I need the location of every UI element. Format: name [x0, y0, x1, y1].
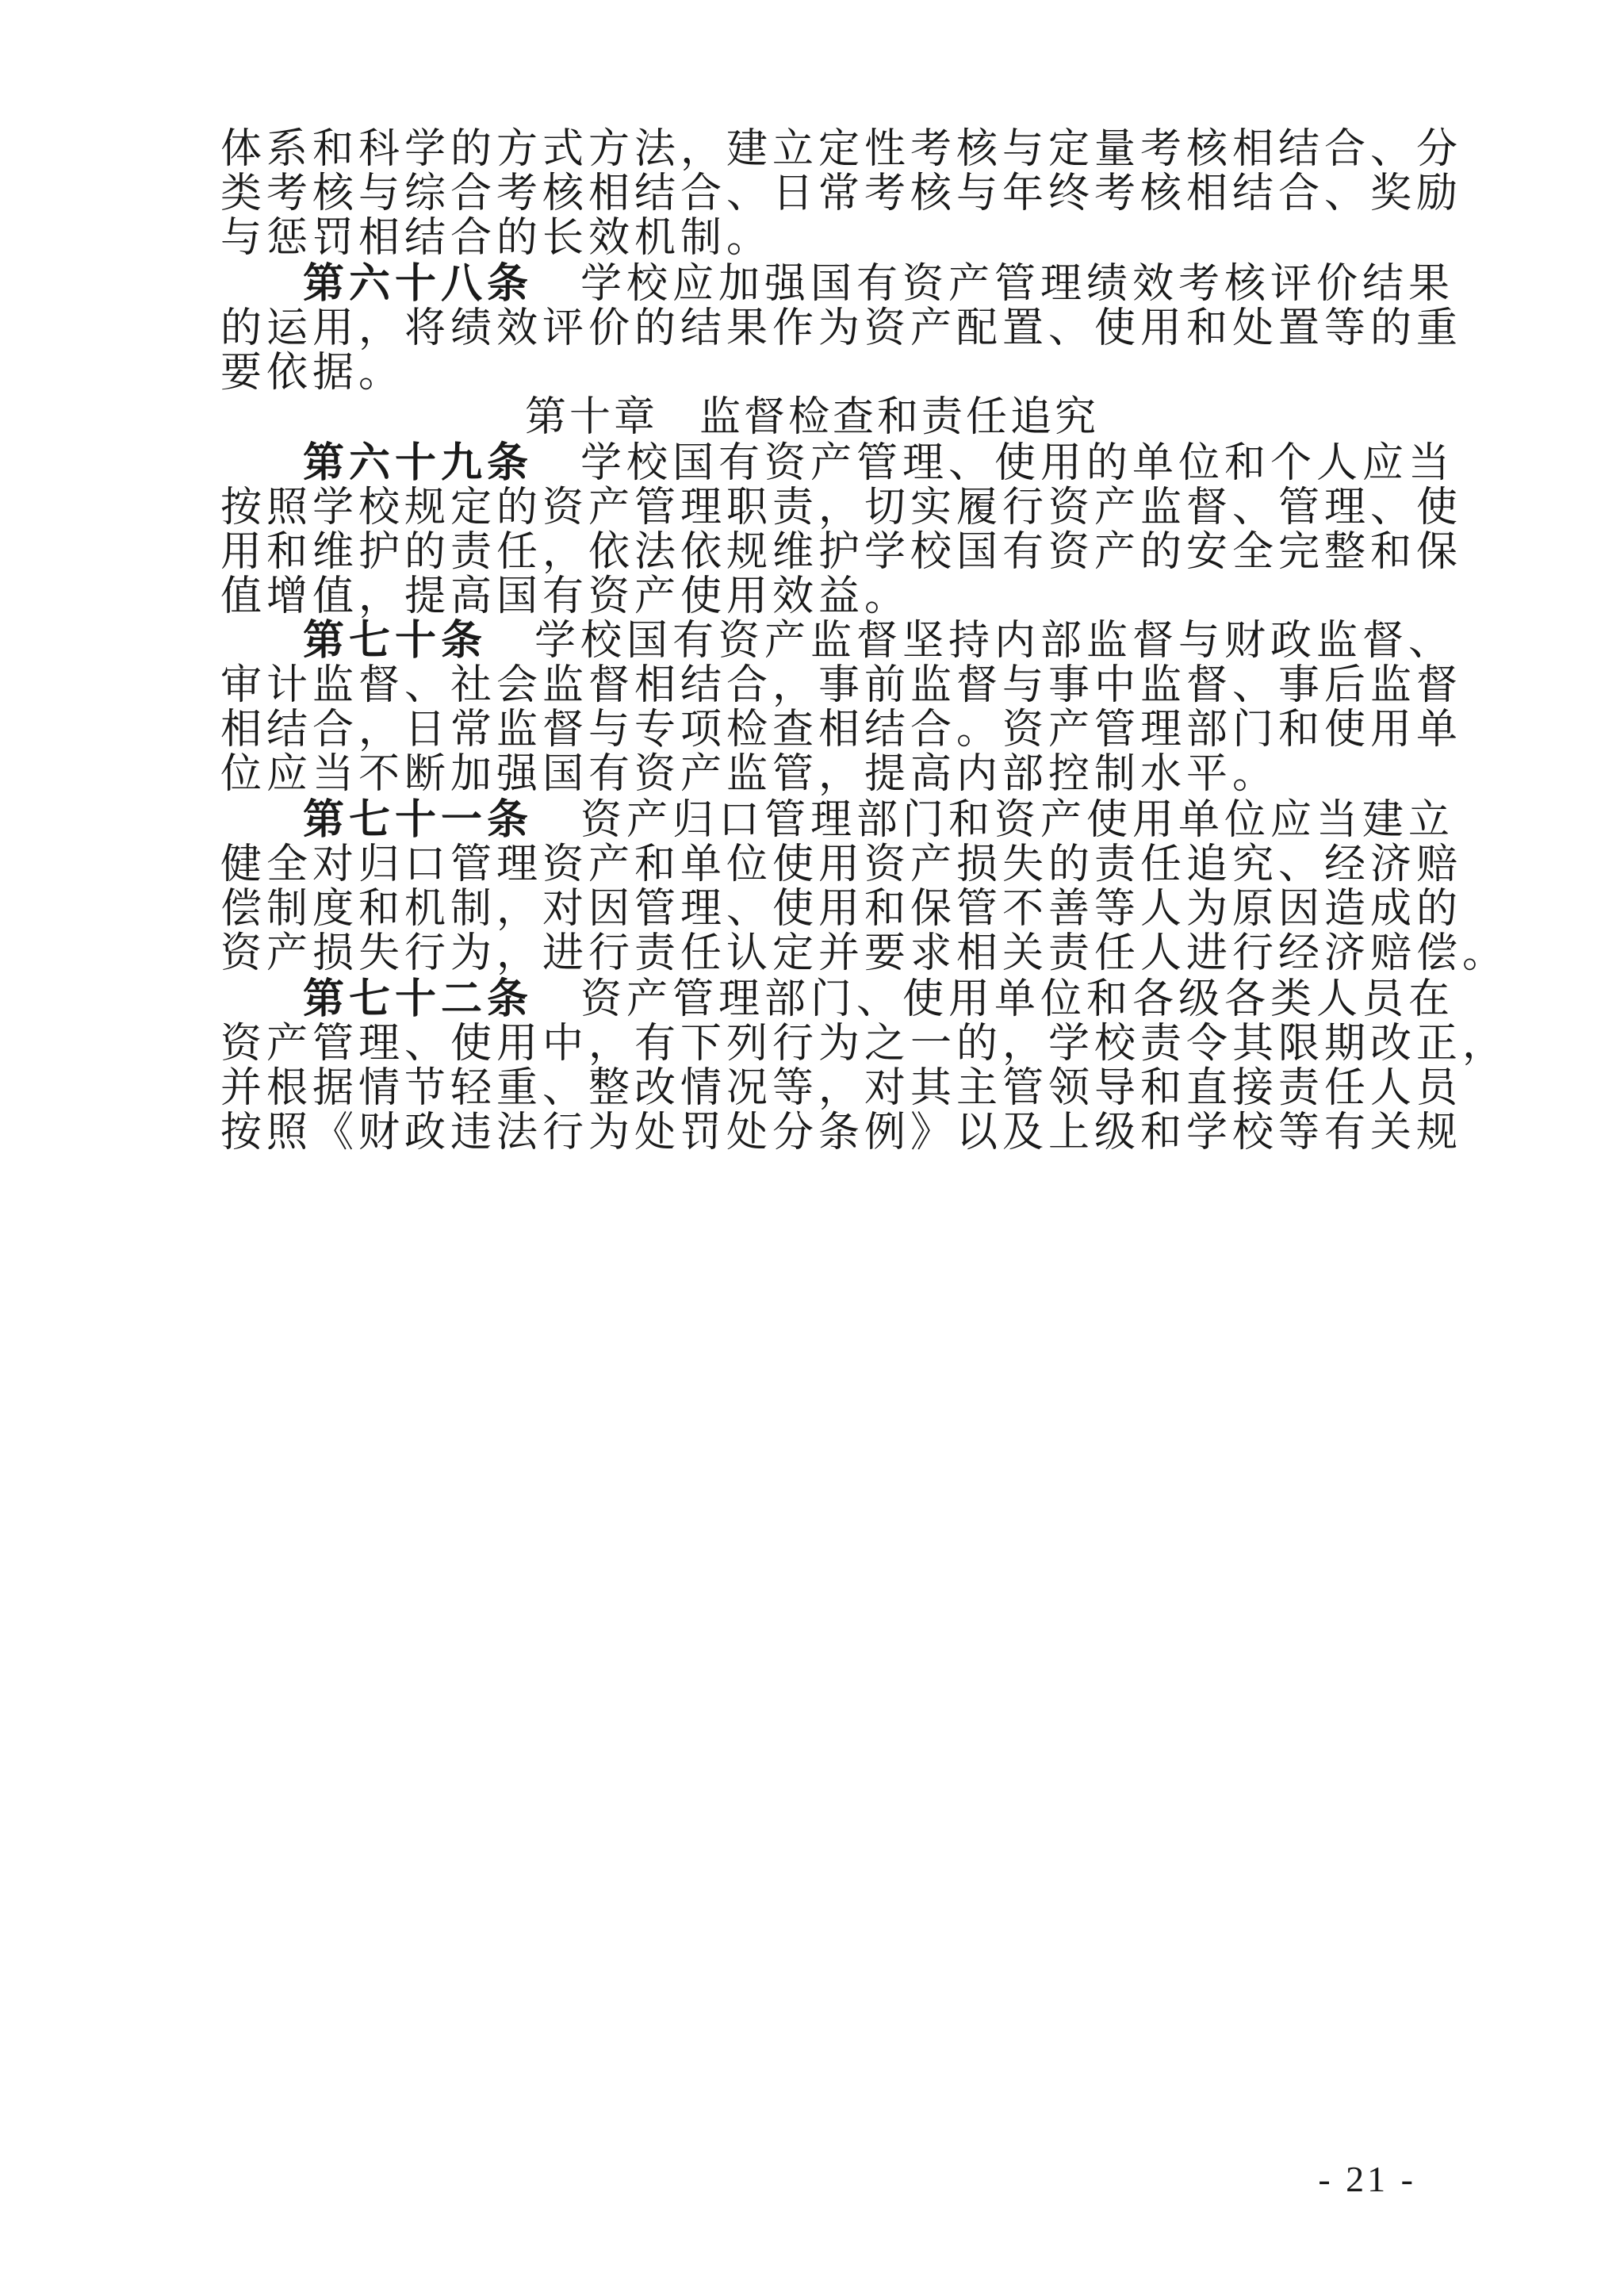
page-number: - 21 - [1318, 2159, 1416, 2199]
paragraph-line: 要依据。 [220, 349, 405, 397]
chapter-heading [0, 392, 1624, 443]
article-72-first-line [303, 974, 1455, 1025]
paragraph-line: 审计监督、社会监督相结合，事前监督与事中监督、事后监督 [220, 661, 1463, 709]
article-71-first-line [303, 795, 1455, 845]
article-70-text: 学校国有资产监督坚持内部监督与财政监督、 [534, 617, 1455, 665]
paragraph-line: 健全对归口管理资产和单位使用资产损失的责任追究、经济赔 [220, 841, 1463, 888]
article-69-text: 学校国有资产管理、使用的单位和个人应当 [580, 439, 1455, 487]
paragraph-line: 按照《财政违法行为处罚处分条例》以及上级和学校等有关规 [220, 1109, 1463, 1156]
paragraph-line: 资产管理、使用中，有下列行为之一的，学校责令其限期改正， [220, 1020, 1509, 1068]
chapter-number: 第十章 [524, 393, 658, 441]
article-69-first-line [303, 438, 1455, 489]
article-70-first-line [303, 615, 1455, 666]
paragraph-line: 按照学校规定的资产管理职责，切实履行资产监督、管理、使 [220, 484, 1463, 531]
paragraph-line: 相结合，日常监督与专项检查相结合。资产管理部门和使用单 [220, 706, 1463, 753]
article-72-text: 资产管理部门、使用单位和各级各类人员在 [580, 976, 1455, 1023]
article-68-label: 第六十八条 [303, 260, 534, 308]
article-71-text: 资产归口管理部门和资产使用单位应当建立 [580, 796, 1455, 844]
paragraph-line: 与惩罚相结合的长效机制。 [220, 214, 773, 262]
article-68-first-line [303, 259, 1455, 309]
paragraph-line: 偿制度和机制，对因管理、使用和保管不善等人为原因造成的 [220, 885, 1463, 933]
paragraph-line: 位应当不断加强国有资产监管，提高内部控制水平。 [220, 750, 1279, 798]
article-70-label: 第七十条 [303, 617, 488, 665]
paragraph-line: 体系和科学的方式方法，建立定性考核与定量考核相结合、分 [220, 125, 1463, 173]
paragraph-line: 资产损失行为，进行责任认定并要求相关责任人进行经济赔偿。 [220, 930, 1509, 977]
chapter-title: 监督检查和责任追究 [699, 393, 1100, 441]
article-71-label: 第七十一条 [303, 796, 534, 844]
paragraph-line: 值增值，提高国有资产使用效益。 [220, 573, 911, 620]
paragraph-line: 并根据情节轻重、整改情况等，对其主管领导和直接责任人员 [220, 1064, 1463, 1112]
paragraph-line: 的运用，将绩效评价的结果作为资产配置、使用和处置等的重 [220, 305, 1463, 352]
article-69-label: 第六十九条 [303, 439, 534, 487]
article-72-label: 第七十二条 [303, 976, 534, 1023]
article-68-text: 学校应加强国有资产管理绩效考核评价结果 [580, 260, 1455, 308]
paragraph-line: 类考核与综合考核相结合、日常考核与年终考核相结合、奖励 [220, 170, 1463, 217]
paragraph-line: 用和维护的责任，依法依规维护学校国有资产的安全完整和保 [220, 528, 1463, 576]
